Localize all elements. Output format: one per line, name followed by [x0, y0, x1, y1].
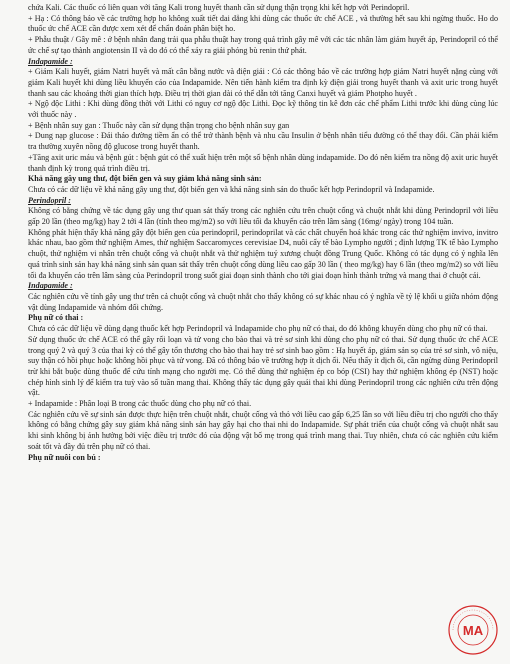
- paragraph: Chưa có các dữ liệu về dùng dạng thuốc kết hợp Perindopril và Indapamide cho phụ nữ có thai, do đó không khuyến dùng cho phụ nữ có thai.: [28, 324, 488, 334]
- paragraph: chứa Kali. Các thuốc có liên quan với tăng Kali trong huyết thanh cần sử dụng thận trọng khi kết hợp với Perindopril.: [28, 3, 410, 12]
- paragraph: + Indapamide : Phân loại B trong các thuốc dùng cho phụ nữ có thai.: [28, 399, 252, 409]
- paragraph: + Giảm Kali huyết, giảm Natri huyết và mất cân bằng nước và điện giải : Có các thông báo về các trường hợp giảm Natri huyết nặng cùng với giảm Kali huyết khi dùng liều khuyến cáo của Indapamide. Nên tiến hành kiểm tra định kỳ điện giải trong huyết thanh và axit uric trong huyết thanh sau các khoảng thời gian thích hợp. Điều trị thời gian dài có thể dẫn tới tăng Canxi huyết và giảm Photpho huyết .: [28, 67, 498, 98]
- paragraph: Không có bằng chứng về tác dụng gây ung thư quan sát thấy trong các nghiên cứu trên chuột cống và chuột nhắt khi dùng Perindopril với liều gấp 20 lần (theo mg/kg) hay 2 tới 4 lần (tính theo mg/m2) so với liều tối đa khuyến cáo trên lâm sàng (16mg/ ngày) trong 104 tuần.: [28, 206, 498, 227]
- paragraph: Các nghiên cứu về sự sinh sản được thực hiện trên chuột nhắt, chuột cống và thỏ với liều cao gấp 6,25 lần so với liều điều trị cho người cho thấy không có bằng chứng gây suy giảm khả năng sinh sản hay gây hại cho thai nhi do Indapamide. Sự phát triển của chuột cống và chuột nhắt sau khi sinh không bị ảnh hưởng bởi việc điều trị trước đó của động vật bố mẹ trong quá trình mang thai. Tuy nhiên, chưa có các nghiên cứu kiểm soát tốt và đầy đủ trên phụ nữ có thai.: [28, 409, 498, 451]
- paragraph: + Dung nạp glucose : Đái tháo đường tiềm ẩn có thể trở thành bệnh và nhu cầu Insulin ở bệnh nhân tiểu đường có thể thay đổi. Cần phải kiểm tra thường xuyên nồng độ glucose trong huyết thanh.: [28, 131, 498, 152]
- section-heading: Khả năng gây ung thư, đột biến gen và suy giảm khả năng sinh sản:: [28, 174, 262, 184]
- section-heading: Phụ nữ nuôi con bú :: [28, 452, 101, 462]
- paragraph: Không phát hiện thấy khả năng gây đột biến gen của perindopril, perindoprilat và các chất chuyển hoá khác trong các thử nghiệm invivo, invitro khác nhau, bao gồm thử nghiệm Ames, thử nghiệm Saccaromyces cerevisiae D4, nuôi cấy tế bào Lympho người ; định lượng TK tế bào Lympho chuột, thử nghiệm vi nhân trên chuột cống và chuột nhắt và thử nghiệm tuỷ xương chuột đồng Trung Quốc. Không có tác dụng có ý nghĩa lên quá trình sinh sản hay khả năng sinh sản quan sát thấy trên chuột cống dùng liều cao gấp 30 lần ( theo mg/kg) hay 6 lần (theo mg/m2) so với liều tối đa khuyến cáo trên lâm sàng của Perindopril trong suốt giai đoạn sinh thành cho tới giai đoạn hình thành trứng và mang thai ở chuột cái.: [28, 227, 498, 280]
- paragraph: Chưa có các dữ liệu về khả năng gây ung thư, đột biến gen và khả năng sinh sản do thuốc kết hợp Perindopril và Indapamide.: [28, 184, 435, 194]
- section-heading: Perindopril :: [28, 195, 71, 205]
- paragraph: + Phẫu thuật / Gây mê : ở bệnh nhân đang trải qua phẫu thuật hay trong quá trình gây mê với các tác nhân làm giảm huyết áp, Perindopril có thể ức chế sự tạo thành angiotensin II và do đó có thể xảy ra giải phóng bù renin thứ phát.: [28, 35, 498, 55]
- paragraph: + Bệnh nhân suy gan : Thuốc này cần sử dụng thận trọng cho bệnh nhân suy gan: [28, 120, 290, 130]
- paragraph: + Ngộ độc Lithi : Khi dùng đồng thời với Lithi có nguy cơ ngộ độc Lithi. Đọc kỹ thông tin kê đơn các chế phẩm Lithi trước khi dùng cùng lúc với thuốc này .: [28, 99, 498, 120]
- paragraph: Các nghiên cứu về tính gây ung thư trên cả chuột cống và chuột nhắt cho thấy không có sự khác nhau có ý nghĩa về tỷ lệ khối u giữa nhóm động vật dùng Indapamide và nhóm đối chứng.: [28, 291, 498, 312]
- paragraph: +Tăng axit uric máu và bệnh gút : bệnh gút có thể xuất hiện trên một số bệnh nhân dùng indapamide. Do đó nên kiểm tra nồng độ axit uric huyết thanh định kỳ trong quá trình điều trị.: [28, 152, 498, 173]
- paragraph: Sử dụng thuốc ức chế ACE có thể gây rối loạn và tử vong cho bào thai và trẻ sơ sinh khi dùng cho phụ nữ có thai. Sử dụng thuốc ức chế ACE trong quý 2 và quý 3 của thai kỳ có thể gây tổn thương cho bào thai hay trẻ sơ sinh bao gồm : Hạ huyết áp, giảm sản sọ của trẻ sơ sinh, vô niệu, suy thận có hồi phục hoặc không hồi phục và tử vong. Đã có thông báo về trường hợp ít dịch ối. Nếu thấy ít dịch ối, cần ngừng dùng Perindopril trừ khi bắt buộc dùng thuốc để cứu tính mạng cho người mẹ. Có thể dùng thử nghiệm ép co bóp (CSI) hay thử nghiệm không ép (NST) hoặc chép hình sinh lý để kiểm tra tuỳ vào số tuần mang thai. Không thấy tác dụng gây quái thai khi dùng Perindopril trong các nghiên cứu trên động vật.: [28, 334, 498, 398]
- section-heading: Phụ nữ có thai :: [28, 313, 84, 323]
- section-heading: Indapamide :: [28, 56, 73, 66]
- stamp-mark: MA: [462, 623, 484, 638]
- pharmacy-stamp-logo: [447, 604, 499, 656]
- paragraph: + Hạ : Có thông báo về các trường hợp ho không xuất tiết dai dẳng khi dùng các thuốc ức chế ACE , và thường hết sau khi ngừng thuốc. Ho do thuốc ức chế ACE cần được xem xét để chẩn đoán phân biệt ho.: [28, 13, 498, 34]
- section-heading: Indapamide :: [28, 281, 73, 291]
- document-body: [28, 3, 498, 463]
